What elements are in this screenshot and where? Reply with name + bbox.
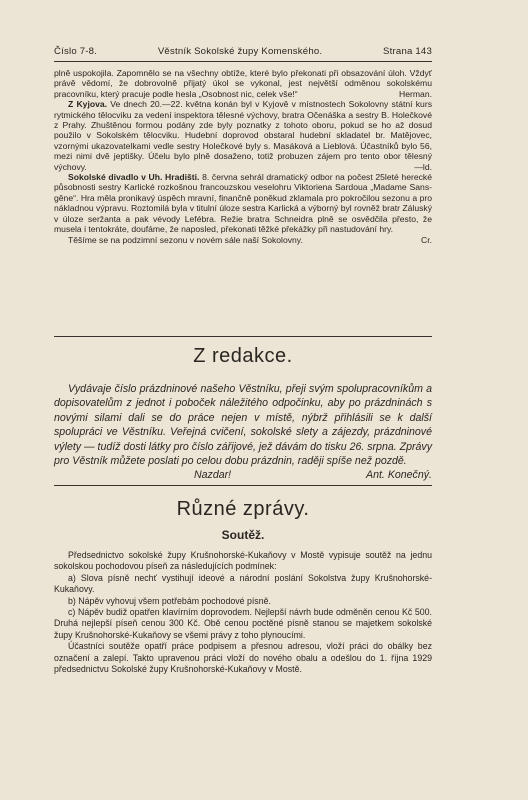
editor-signature: Ant. Konečný.	[366, 469, 432, 482]
redakce-sign-line	[54, 468, 432, 482]
contest-intro: Předsednictvo sokolské župy Krušnohorské-Kukaňovy v Mostě vypisuje soutěž na jednu sokolskou pochodovou píseň za následujících podmínek:	[54, 550, 432, 572]
header-rule	[54, 61, 432, 62]
redakce-title: Z redakce.	[193, 345, 293, 367]
report-paragraph	[54, 68, 432, 99]
page-number: Strana 143	[383, 46, 432, 57]
report-text: Těšíme se na podzimní sezonu v novém sále naší Sokolovny.	[68, 234, 303, 245]
section-divider	[54, 485, 432, 486]
report-text: plně uspokojila. Zapomnělo se na všechny obtíže, které bylo překonati při obsazování úloh. Vždyť právě vědomí, že dobrovolně přijatý úkol se vykonal, jest největší odměnou sokolskému pracovníku, který pracuje podle hesla „Osobnost nic, celek vše!“	[54, 68, 432, 99]
contest-instructions: Účastníci soutěže opatří práce podpisem a přesnou adresou, vloží práci do obálky bez označení a zalepí. Takto upravenou práci vloží do nového obalu a odešlou do 1. října 1929 předsednictvu Sokolské župy Krušnohorské-Kukaňovy v Mostě.	[54, 641, 432, 675]
contest-condition-c: c) Nápěv budiž opatřen klavírním doprovodem. Nejlepší návrh bude odměněn cenou Kč 500. Druhá nejlepší píseň cenou 300 Kč. Obě cenou poctěné písně stanou se majetkem sokolské župy Krušnohorské-Kukaňovy se všemi právy z toho plynoucími.	[54, 607, 432, 640]
report-signature: Cr.	[421, 234, 432, 245]
zpravy-title: Různé zprávy.	[176, 498, 310, 520]
redakce-text: Vydávaje číslo prázdninové našeho Věstníku, přeji svým spolupracovníkům a dopisovatelům z jednot i poboček náležitého odpočinku, aby po prázdninách s novými silami dali se do práce nejen v místě, nýbrž přihlásili se k další spolupráci ve Věstníku. Veřejná cvičení, sokolské slety a zájezdy, prázdninové výlety — tudíž dosti látky pro číslo zářijové, jež dávám do tisku 26. srpna. Zprávy pro Věstník můžete poslati po celou dobu prázdnin, raději spíše než pozdě.	[54, 383, 432, 468]
soutez-heading: Soutěž.	[221, 528, 265, 542]
report-paragraph	[54, 172, 432, 234]
report-paragraph	[54, 235, 432, 245]
greeting: Nazdar!	[194, 469, 232, 482]
contest-section	[54, 550, 432, 675]
report-paragraph	[54, 99, 432, 172]
report-signature: —ld.	[414, 161, 432, 172]
issue-number: Číslo 7-8.	[54, 46, 98, 57]
journal-title: Věstník Sokolské župy Komenského.	[157, 46, 323, 57]
reports-section	[54, 68, 432, 245]
report-heading: Sokolské divadlo v Uh. Hradišti.	[68, 172, 200, 183]
section-divider	[54, 336, 432, 337]
report-text: 8. června sehrál dramatický odbor na počest 25leté herecké působnosti sestry Karlické rozkošnou francouzskou veselohru Viktoriena Sardoua „Madame Sans-gêne“. Hra měla pronikavý úspěch mravní, finančně poněkud zklamala pro pokročilou sezonu a pro nákladnou výpravu. Roztomilá byla v titulní úloze sestra Karlická a výborný byl rovněž bratr Záluský v úloze seržanta a pak vévody Lefébra. Režie bratra Schneidra plně se osvědčila přesto, že musela i tentokráte, doufáme, že naposled, překonati těžké překážky při nastudování hry.	[54, 172, 433, 235]
report-text: Ve dnech 20.—22. května konán byl v Kyjově v místnostech Sokolovny státní kurs rytmického tělocviku za vedení inspektora tělesné výchovy, bratra Očenáška a sestry B. Holečkové z Prahy. Zhuštěnou formou podány zde byly poznatky z tohoto oboru, pokud se ho až dosud použilo v Sokolském tělocviku. Hudební doprovod obstaral hudební skladatel br. Matějovec, vzornými ukazovatelkami vedle sestry Holečkové byly s. Masáková a Lieblová. Účastníků bylo 56, mezi nimi dvě jeptišky. Účelu bylo plně dosaženo, totiž probuzen zájem pro tento obor tělesný výchovy.	[54, 99, 432, 172]
contest-condition-a: a) Slova písně nechť vystihují ideové a národní poslání Sokolstva župy Krušnohorské-Kukaňovy.	[54, 572, 432, 595]
page-header	[54, 46, 432, 57]
report-signature: Herman.	[399, 88, 432, 99]
redakce-note	[54, 382, 432, 483]
contest-condition-b: b) Nápěv vyhovuj všem potřebám pochodové písně.	[68, 595, 271, 606]
report-heading: Z Kyjova.	[68, 99, 108, 110]
